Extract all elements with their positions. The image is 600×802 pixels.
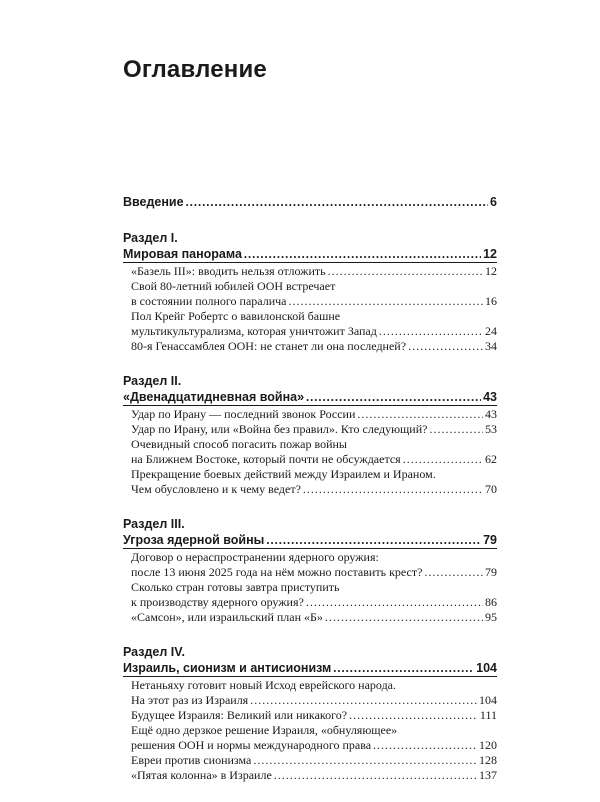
toc-entry-title: к производству ядерного оружия? — [131, 595, 304, 609]
toc-page-number: 111 — [479, 708, 497, 722]
dot-leader — [303, 482, 483, 497]
toc-entry[interactable] — [123, 565, 497, 580]
dot-leader — [357, 407, 483, 422]
dot-leader — [274, 768, 477, 783]
dot-leader — [289, 294, 483, 309]
toc-section — [123, 516, 497, 625]
toc-page-number: 70 — [485, 482, 497, 496]
toc-page-number: 24 — [485, 324, 497, 338]
table-of-contents — [123, 194, 497, 802]
toc-page-number: 62 — [485, 452, 497, 466]
section-heading: Израиль, сионизм и антисионизм — [123, 661, 332, 675]
section-heading-entry[interactable] — [123, 389, 497, 405]
dot-leader — [325, 610, 483, 625]
toc-entry-line: Свой 80-летний юбилей ООН встречает — [131, 279, 336, 293]
dot-leader — [250, 693, 477, 708]
toc-entry-title: «Пятая колонна» в Израиле — [131, 768, 272, 782]
section-heading: Угроза ядерной войны — [123, 533, 265, 547]
toc-page-number: 137 — [479, 768, 497, 782]
toc-page-number: 79 — [485, 565, 497, 579]
section-heading: Мировая панорама — [123, 247, 242, 261]
toc-entry-title: на Ближнем Востоке, который почти не обсуждается — [131, 452, 401, 466]
toc-page-number: 86 — [485, 595, 497, 609]
dot-leader — [373, 738, 477, 753]
toc-entry[interactable] — [123, 595, 497, 610]
toc-page-number: 43 — [483, 390, 497, 404]
dot-leader — [186, 194, 488, 210]
toc-entry[interactable] — [123, 294, 497, 309]
toc-entry[interactable] — [123, 452, 497, 467]
dot-leader — [266, 532, 481, 548]
dot-leader — [408, 339, 483, 354]
toc-page-number: 12 — [485, 264, 497, 278]
toc-section — [123, 373, 497, 497]
toc-entry[interactable] — [123, 693, 497, 708]
toc-entry-title: 80-я Генассамблея ООН: не станет ли она последней? — [131, 339, 407, 353]
dot-leader — [379, 324, 483, 339]
toc-entry-title: «Базель III»: вводить нельзя отложить — [131, 264, 326, 278]
dot-leader — [306, 595, 483, 610]
toc-entry-title: Евреи против сионизма — [131, 753, 252, 767]
toc-entry-title: На этот раз из Израиля — [131, 693, 249, 707]
toc-entry-line: Очевидный способ погасить пожар войны — [131, 437, 347, 451]
toc-page-number: 128 — [479, 753, 497, 767]
toc-page-number: 120 — [479, 738, 497, 752]
dot-leader — [349, 708, 478, 723]
toc-entry-line: Прекращение боевых действий между Израилем и Ираном. — [131, 467, 436, 481]
section-label: Раздел IV. — [123, 645, 185, 659]
section-label: Раздел III. — [123, 517, 185, 531]
toc-entry[interactable] — [123, 738, 497, 753]
toc-page-number: 6 — [490, 195, 497, 209]
toc-page-number: 104 — [479, 693, 497, 707]
toc-entry[interactable] — [123, 262, 497, 279]
toc-entry-title: Введение — [123, 195, 184, 209]
toc-entry-title: решения ООН и нормы международного права — [131, 738, 372, 752]
toc-entry-title: Удар по Ирану — последний звонок России — [131, 407, 356, 421]
toc-entry-title: Будущее Израиля: Великий или никакого? — [131, 708, 348, 722]
section-label: Раздел I. — [123, 231, 178, 245]
toc-entry-title: «Самсон», или израильский план «Б» — [131, 610, 323, 624]
toc-section — [123, 230, 497, 354]
dot-leader — [253, 753, 477, 768]
dot-leader — [328, 264, 483, 279]
toc-entry-line: Пол Крейг Робертс о вавилонской башне — [131, 309, 341, 323]
toc-entry-line: Нетаньяху готовит новый Исход еврейского народа. — [123, 676, 497, 693]
toc-page-number: 104 — [476, 661, 497, 675]
dot-leader — [333, 660, 474, 676]
dot-leader — [244, 246, 481, 262]
dot-leader — [429, 422, 483, 437]
toc-page-number: 95 — [485, 610, 497, 624]
toc-page-number: 12 — [483, 247, 497, 261]
toc-entry[interactable] — [123, 482, 497, 497]
toc-page-number: 79 — [483, 533, 497, 547]
toc-entry-title: Удар по Ирану, или «Война без правил». Кто следующий? — [131, 422, 428, 436]
toc-entry[interactable] — [123, 768, 497, 783]
toc-entry-line: Ещё одно дерзкое решение Израиля, «обнуляющее» — [131, 723, 398, 737]
page-title: Оглавление — [123, 56, 267, 83]
toc-entry[interactable] — [123, 405, 497, 422]
toc-entry[interactable] — [123, 324, 497, 339]
toc-entry[interactable] — [123, 422, 497, 437]
dot-leader — [306, 389, 481, 405]
toc-entry[interactable] — [123, 753, 497, 768]
section-heading-entry[interactable] — [123, 532, 497, 548]
toc-entry-line: Сколько стран готовы завтра приступить — [131, 580, 340, 594]
toc-sections — [123, 230, 497, 783]
section-heading-entry[interactable] — [123, 660, 497, 676]
toc-page-number: 43 — [485, 407, 497, 421]
toc-page-number: 16 — [485, 294, 497, 308]
dot-leader — [403, 452, 483, 467]
toc-entry-title: после 13 июня 2025 года на нём можно поставить крест? — [131, 565, 423, 579]
dot-leader — [424, 565, 483, 580]
toc-entry-title: мультикультурализма, которая уничтожит Запад — [131, 324, 377, 338]
toc-section — [123, 644, 497, 783]
toc-entry-title: в состоянии полного паралича — [131, 294, 287, 308]
toc-page-number: 53 — [485, 422, 497, 436]
toc-entry-title: Чем обусловлено и к чему ведет? — [131, 482, 301, 496]
toc-entry[interactable] — [123, 708, 497, 723]
toc-intro-entry[interactable] — [123, 194, 497, 210]
toc-entry[interactable] — [123, 610, 497, 625]
section-heading-entry[interactable] — [123, 246, 497, 262]
section-label: Раздел II. — [123, 374, 182, 388]
toc-page-number: 34 — [485, 339, 497, 353]
section-heading: «Двенадцатидневная война» — [123, 390, 305, 404]
toc-entry[interactable] — [123, 339, 497, 354]
toc-entry-line: Договор о нераспространении ядерного оружия: — [123, 548, 497, 565]
